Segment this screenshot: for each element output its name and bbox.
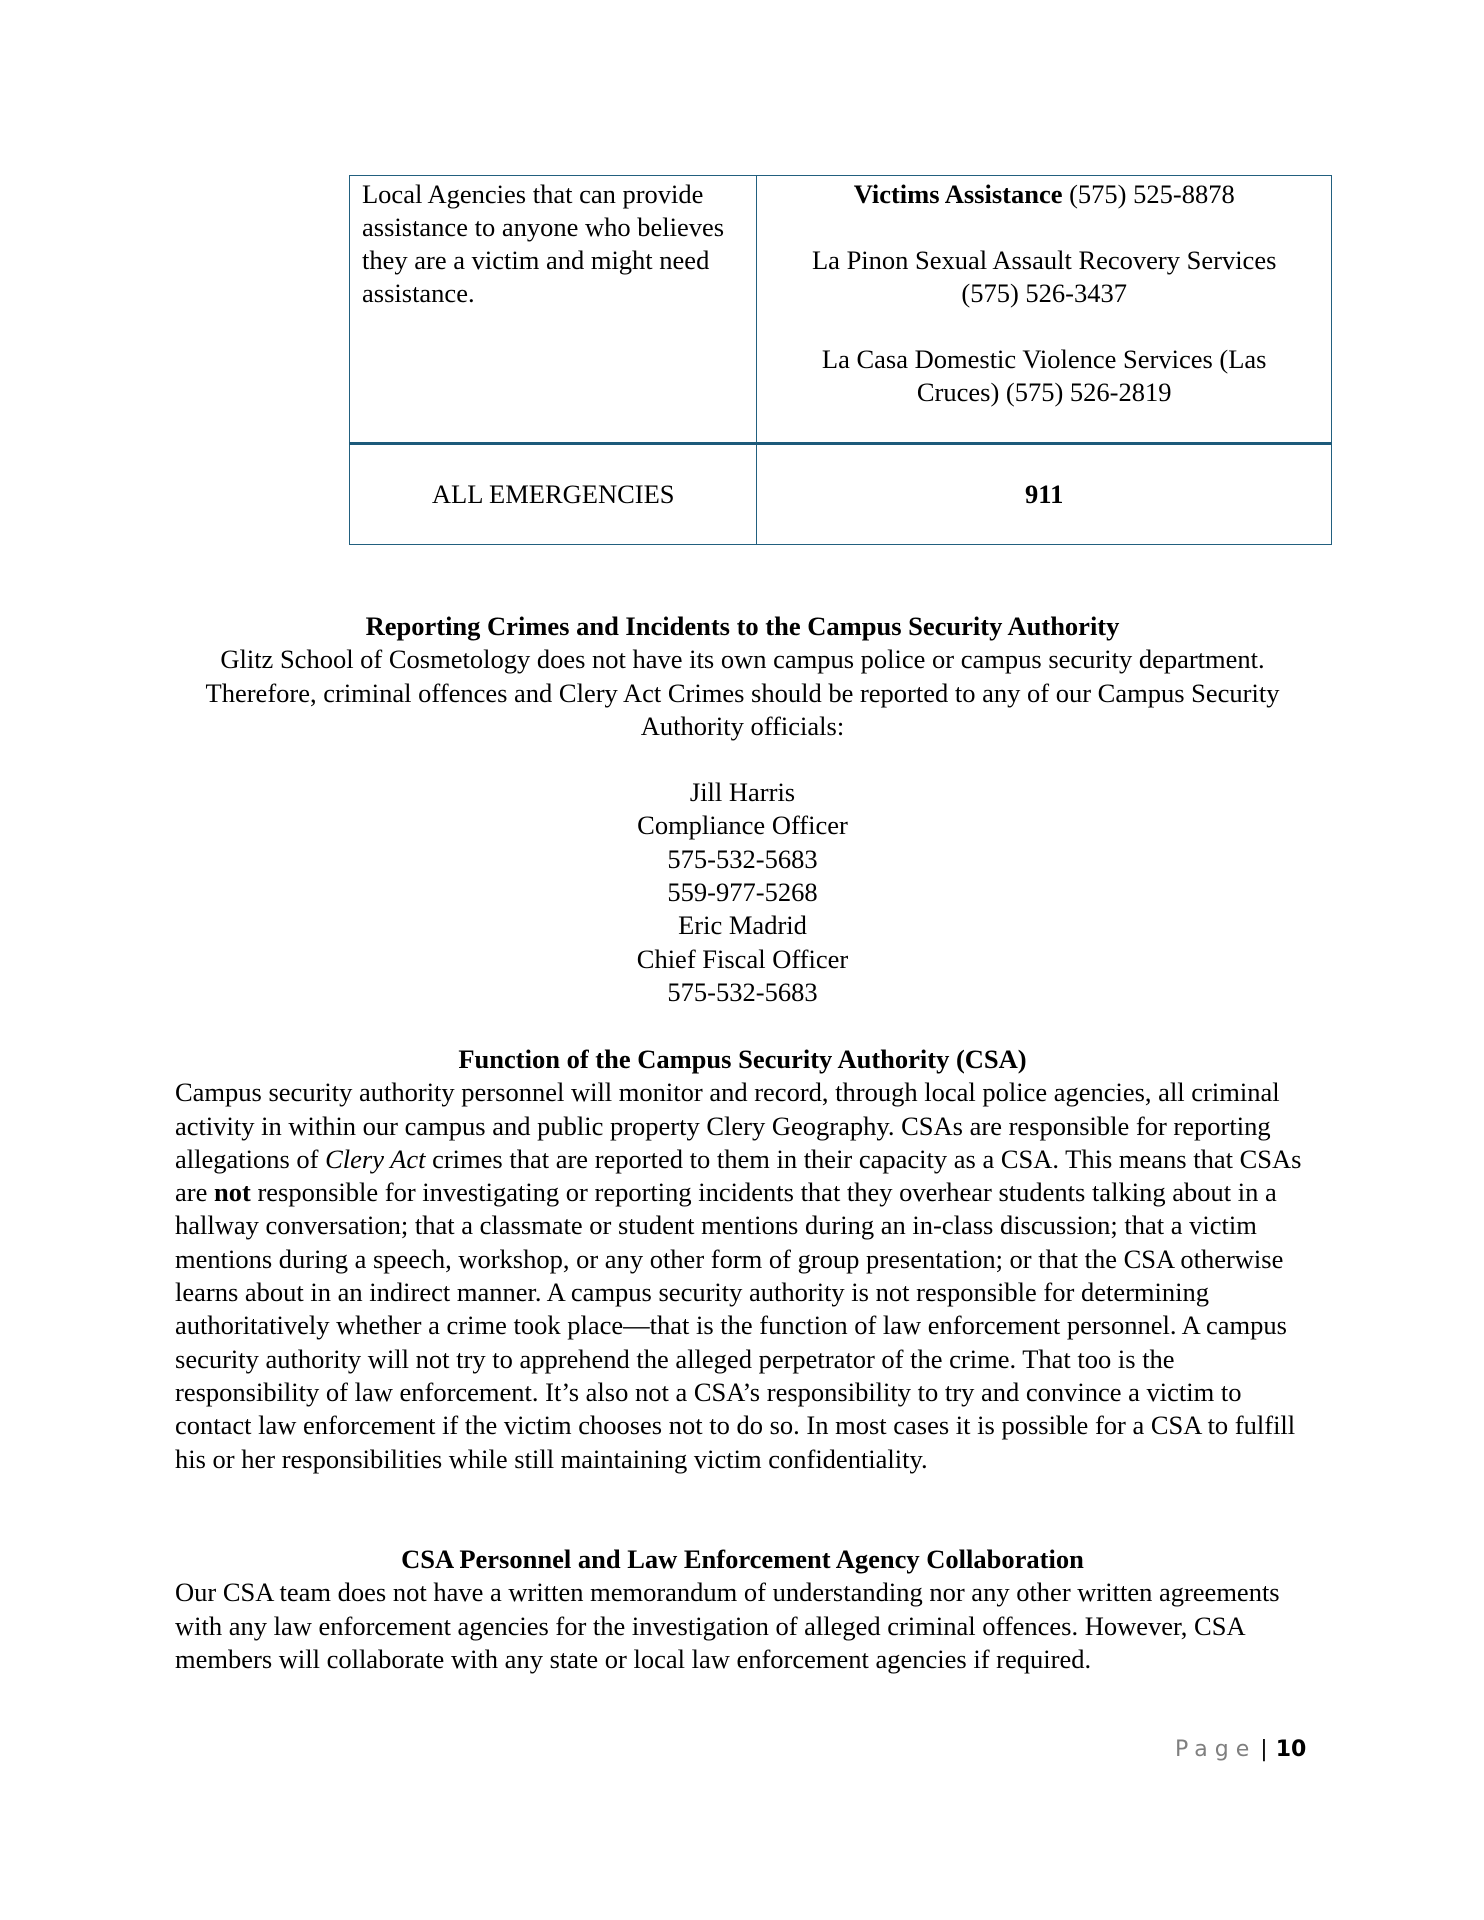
text-run-italic: Clery Act bbox=[325, 1143, 426, 1174]
section-heading: Reporting Crimes and Incidents to the Campus Security Authority bbox=[365, 611, 1120, 641]
agency-name: Victims Assistance bbox=[853, 179, 1063, 209]
official-title: Compliance Officer bbox=[637, 810, 848, 841]
text-run: crimes that are reported to them in their capacity as a CSA. This means that CSAs are bbox=[175, 1143, 1302, 1208]
section-heading: Function of the Campus Security Authority (CSA) bbox=[458, 1044, 1027, 1074]
table-cell-agencies-description bbox=[350, 176, 757, 444]
agencies-description: Local Agencies that can provide assistance to anyone who believes they are a victim and might need assistance. bbox=[362, 179, 725, 308]
section-heading: CSA Personnel and Law Enforcement Agency Collaboration bbox=[401, 1544, 1084, 1574]
section-reporting-crimes bbox=[175, 610, 1310, 1009]
table-row-emergencies bbox=[350, 444, 1332, 545]
agency-la-pinon: La Pinon Sexual Assault Recovery Services (575) 526-3437 bbox=[812, 245, 1277, 308]
table-row-local-agencies bbox=[350, 176, 1332, 444]
official-title: Chief Fiscal Officer bbox=[636, 943, 849, 974]
page-separator: | bbox=[1260, 1737, 1268, 1762]
official-name: Eric Madrid bbox=[678, 910, 807, 941]
emergencies-label: ALL EMERGENCIES bbox=[350, 444, 757, 545]
table-cell-agencies-contacts bbox=[757, 176, 1332, 444]
section-collaboration bbox=[175, 1543, 1310, 1676]
section-paragraph: Glitz School of Cosmetology does not have its own campus police or campus security department. Therefore, criminal offences and Clery Act Crimes should be reported to any of our Campus Security Authority officials: bbox=[205, 644, 1280, 741]
emergency-number: 911 bbox=[757, 444, 1332, 545]
agency-phone: (575) 525-8878 bbox=[1062, 179, 1235, 209]
section-csa-function bbox=[175, 1043, 1310, 1476]
page-footer bbox=[1175, 1735, 1306, 1765]
text-run: Campus security authority personnel will monitor and record, through local police agencies, all criminal activity in within our campus and public property Clery Geography. CSAs are responsible for reporting allegations of bbox=[175, 1077, 1280, 1174]
csa-officials-list bbox=[175, 776, 1310, 1009]
text-run: responsible for investigating or reporting incidents that they overhear students talking about in a hallway conversation; that a classmate or student mentions during an in-class discussion; that a victim mentions during a speech, workshop, or any other form of group presentation; or that the CSA otherwise learns about in an indirect manner. A campus security authority is not responsible for determining authoritatively whether a crime took place—that is the function of law enforcement personnel. A campus security authority will not try to apprehend the alleged perpetrator of the crime. That too is the responsibility of law enforcement. It’s also not a CSA’s responsibility to try and convince a victim to contact law enforcement if the victim chooses not to do so. In most cases it is possible for a CSA to fulfill his or her responsibilities while still maintaining victim confidentiality. bbox=[175, 1177, 1296, 1474]
section-paragraph bbox=[175, 1076, 1310, 1476]
official-phone: 559-977-5268 bbox=[667, 877, 818, 908]
official-phone: 575-532-5683 bbox=[667, 976, 818, 1007]
section-paragraph: Our CSA team does not have a written memorandum of understanding nor any other written agreements with any law enforcement agencies for the investigation of alleged criminal offences. However, CSA members will collaborate with any state or local law enforcement agencies if required. bbox=[175, 1577, 1280, 1674]
text-run-bold: not bbox=[213, 1177, 251, 1208]
official-phone: 575-532-5683 bbox=[667, 843, 818, 874]
page-number: 10 bbox=[1275, 1737, 1307, 1762]
agency-la-casa: La Casa Domestic Violence Services (Las Cruces) (575) 526-2819 bbox=[821, 344, 1267, 407]
agency-contact-table bbox=[349, 175, 1332, 545]
page-label: Page bbox=[1175, 1737, 1257, 1762]
agency-victims-assistance bbox=[757, 178, 1331, 211]
official-name: Jill Harris bbox=[689, 777, 796, 808]
